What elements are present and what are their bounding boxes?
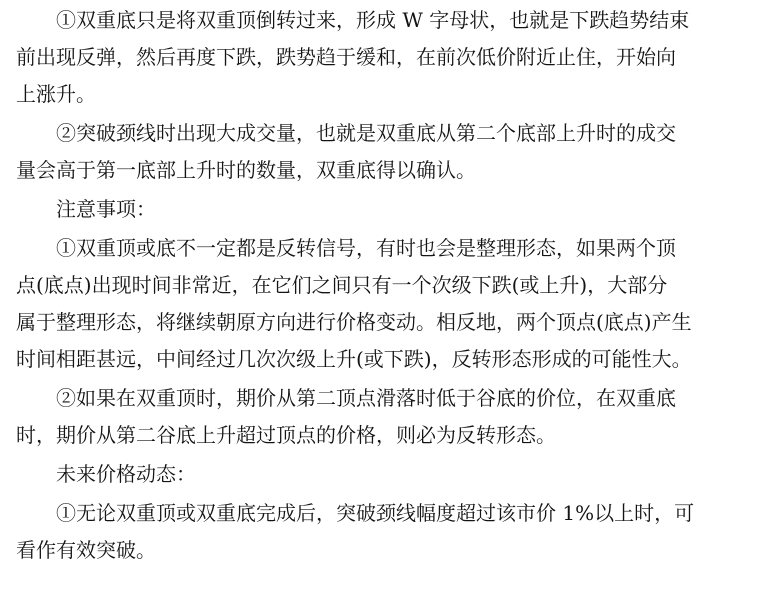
- paragraph-double-bottom-shape: [16, 2, 744, 113]
- text-line: 时，期价从第二谷底上升超过顶点的价格，则必为反转形态。: [16, 423, 556, 447]
- paragraph-neckline-volume: [16, 115, 744, 189]
- text-line: 看作有效突破。: [16, 538, 156, 562]
- text-line: 上涨升。: [16, 82, 96, 106]
- text-line: 属于整理形态，将继续朝原方向进行价格变动。相反地，两个顶点(底点)产生: [16, 310, 692, 334]
- paragraph-effective-breakout: [16, 495, 744, 569]
- heading-notes: 注意事项：: [56, 197, 156, 221]
- paragraph-notes-reversal: [16, 230, 744, 378]
- text-line: ②突破颈线时出现大成交量，也就是双重底从第二个底部上升时的成交: [56, 121, 676, 145]
- text-line: ②如果在双重顶时，期价从第二顶点滑落时低于谷底的价位，在双重底: [56, 386, 676, 410]
- paragraph-notes-confirmation: [16, 380, 744, 454]
- text-line: ①无论双重顶或双重底完成后，突破颈线幅度超过该市价 1%以上时，可: [56, 501, 695, 525]
- text-line: 量会高于第一底部上升时的数量，双重底得以确认。: [16, 158, 476, 182]
- text-line: ①双重顶或底不一定都是反转信号，有时也会是整理形态，如果两个顶: [56, 236, 676, 260]
- heading-future-price: 未来价格动态：: [56, 462, 196, 486]
- text-line: 时间相距甚远，中间经过几次次级上升(或下跌)，反转形态形成的可能性大。: [16, 347, 692, 371]
- text-line: 前出现反弹，然后再度下跌，跌势趋于缓和，在前次低价附近止住，开始向: [16, 45, 676, 69]
- text-line: 点(底点)出现时间非常近，在它们之间只有一个次级下跌(或上升)，大部分: [16, 273, 668, 297]
- text-line: ①双重底只是将双重顶倒转过来，形成 W 字母状，也就是下跌趋势结束: [56, 8, 690, 32]
